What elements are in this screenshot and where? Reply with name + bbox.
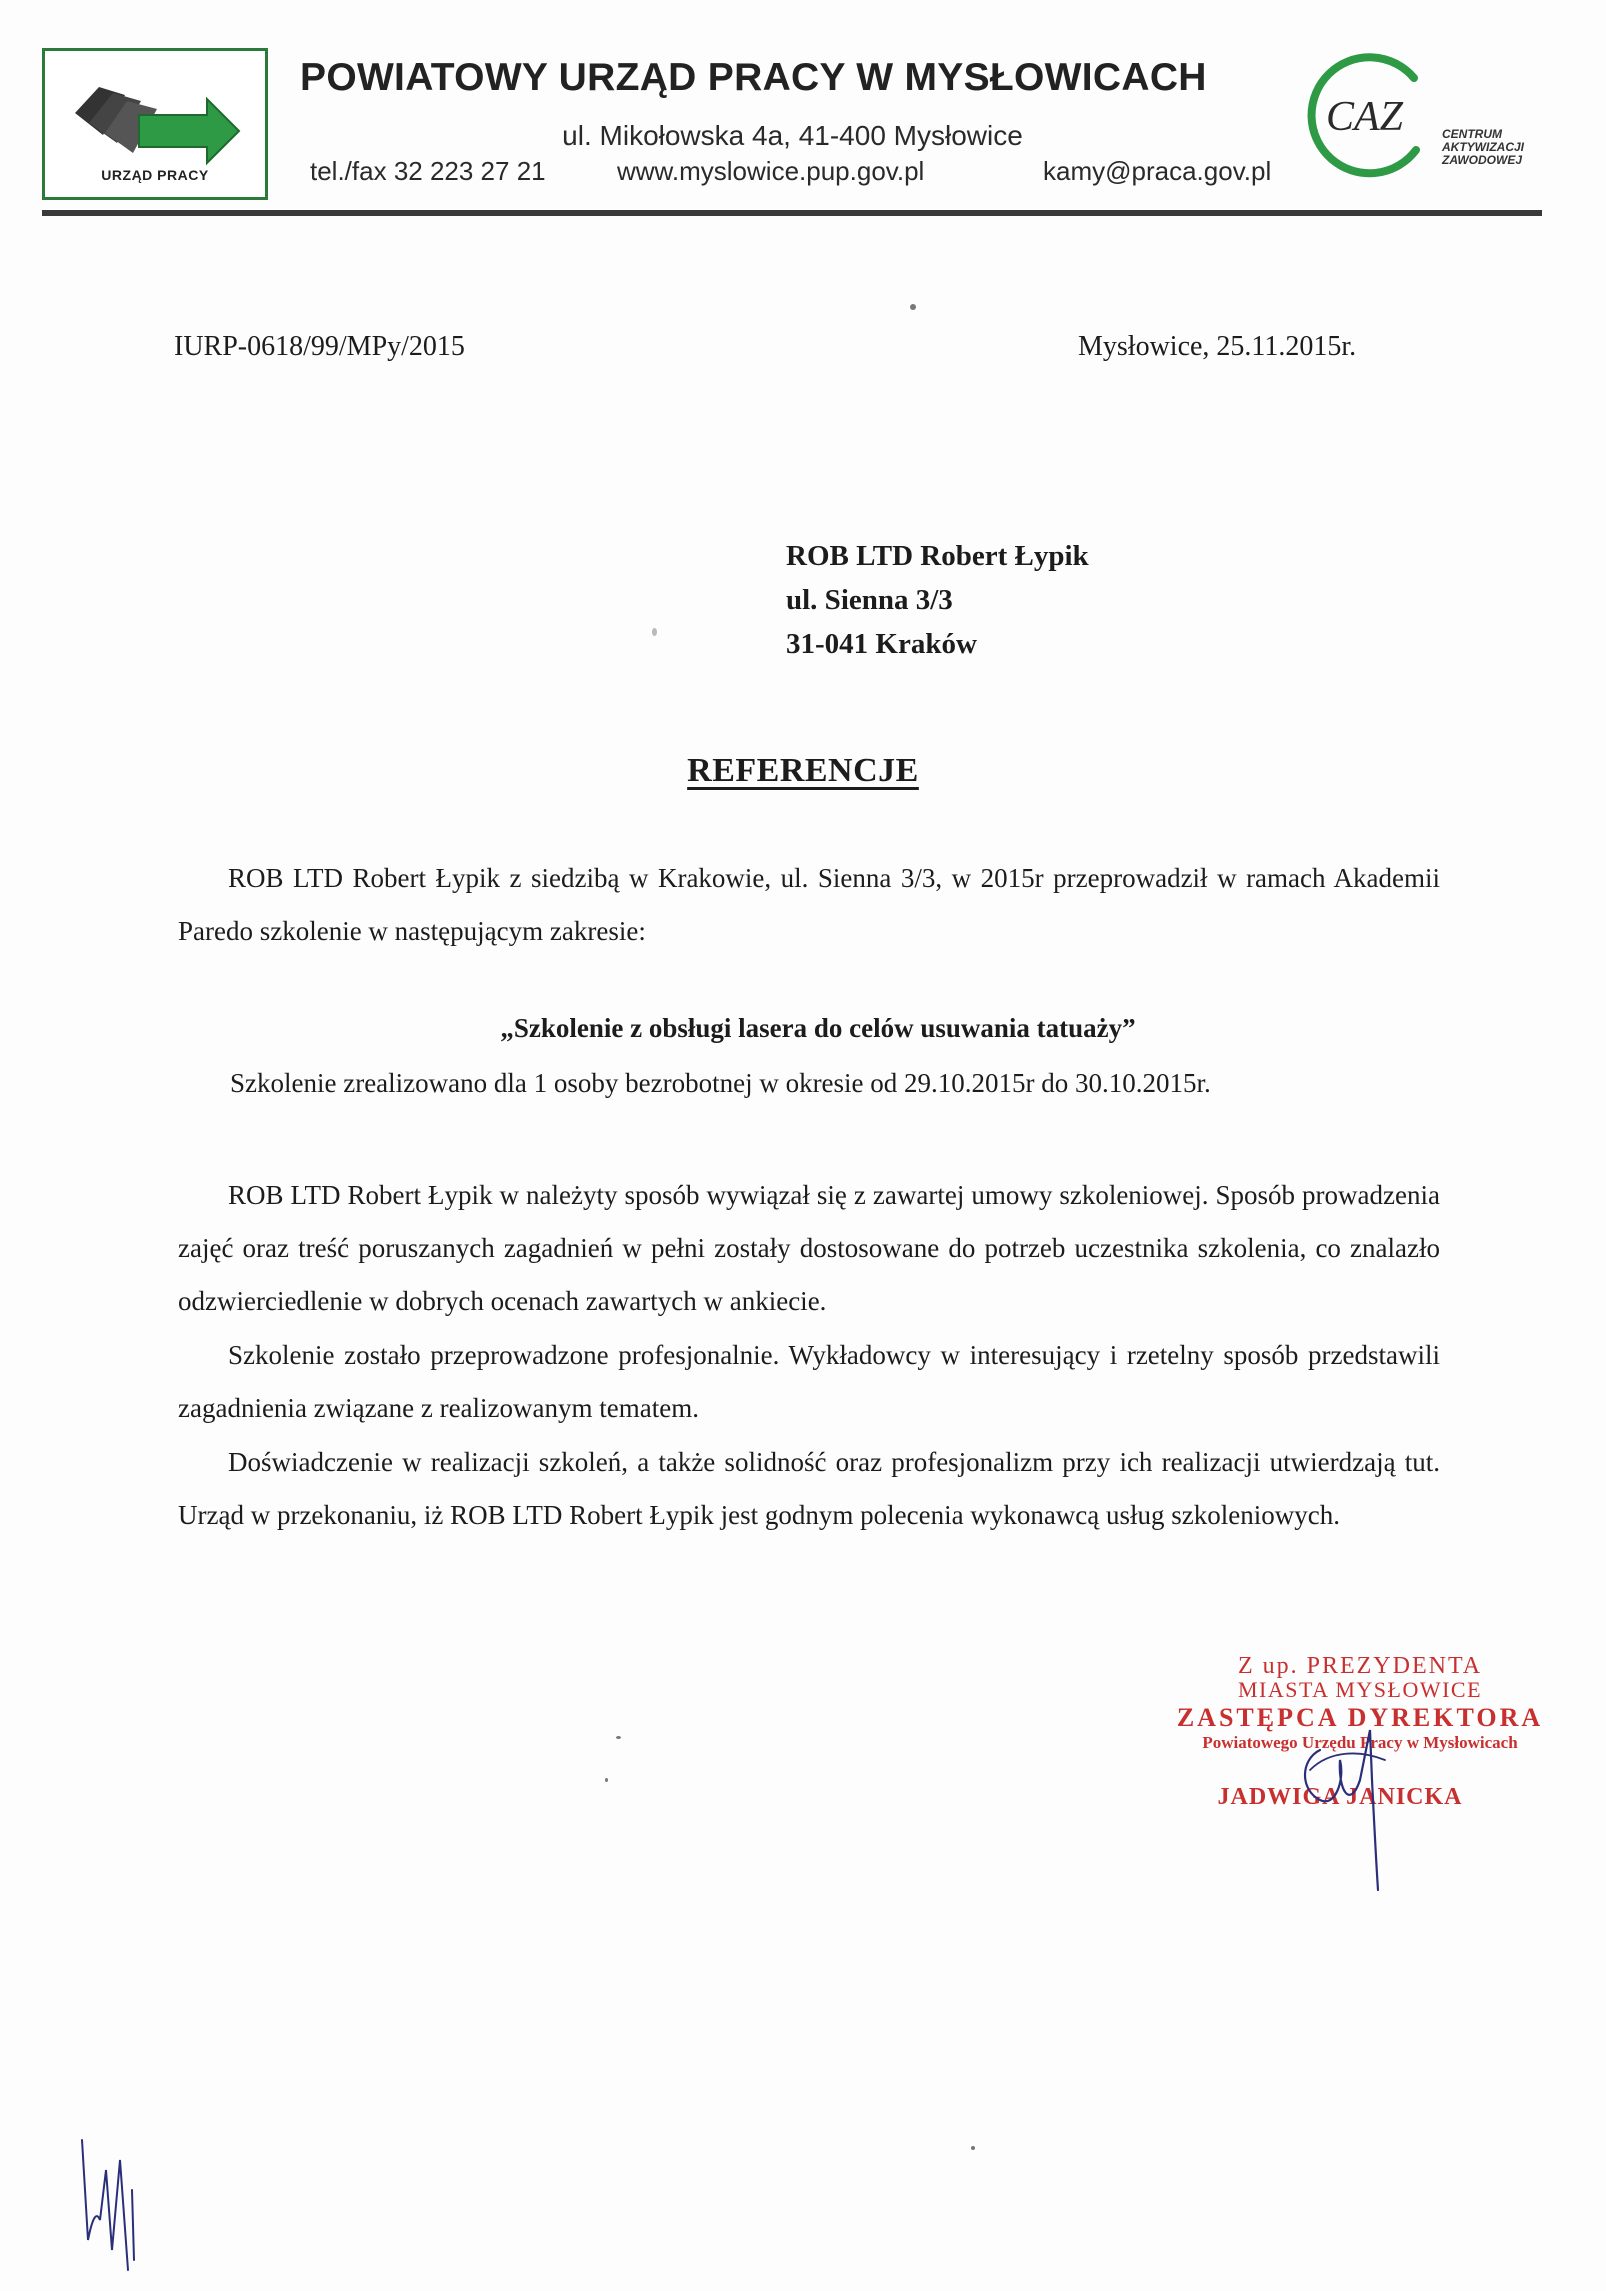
- office-website: www.myslowice.pup.gov.pl: [617, 156, 925, 186]
- caz-caption: [1442, 128, 1524, 167]
- caz-logo-text: CAZ: [1326, 94, 1404, 140]
- stamp-line: Powiatowego Urzędu Pracy w Mysłowicach: [1202, 1733, 1518, 1752]
- paragraph-recommendation: Doświadczenie w realizacji szkoleń, a także solidność oraz profesjonalizm przy ich realizacji utwierdzają tut. Urząd w przekonaniu, iż ROB LTD Robert Łypik jest godnym polecenia wykonawcą usług szkoleniowych.: [178, 1447, 1440, 1530]
- caz-caption-line: ZAWODOWEJ: [1442, 153, 1522, 167]
- stamp-signatory: JADWIGA JANICKA: [1217, 1784, 1463, 1810]
- stamp-line: MIASTA MYSŁOWICE: [1237, 1677, 1483, 1702]
- scan-speck: [652, 628, 657, 636]
- letter-date: Mysłowice, 25.11.2015r.: [1078, 331, 1357, 362]
- scan-speck: [971, 2146, 975, 2150]
- paragraph-evaluation: ROB LTD Robert Łypik w należyty sposób wywiązał się z zawartej umowy szkoleniowej. Sposób prowadzenia zajęć oraz treść poruszanych zagadnień w pełni zostały dostosowane do potrzeb uczestnika szkolenia, co znalazło odzwierciedlenie w dobrych ocenach zawartych w ankiecie.: [178, 1180, 1440, 1316]
- office-phone: tel./fax 32 223 27 21: [310, 156, 546, 186]
- recipient-address: [786, 534, 1089, 666]
- recipient-street: ul. Sienna 3/3: [786, 584, 953, 616]
- caz-caption-line: CENTRUM: [1442, 127, 1502, 141]
- office-logo: [42, 48, 268, 200]
- office-address: ul. Mikołowska 4a, 41-400 Mysłowice: [562, 120, 1023, 151]
- course-title: „Szkolenie z obsługi lasera do celów usuwania tatuaży”: [500, 1013, 1136, 1043]
- recipient-name: ROB LTD Robert Łypik: [786, 540, 1089, 572]
- office-email: kamy@praca.gov.pl: [1043, 156, 1272, 186]
- logo-caption: URZĄD PRACY: [101, 167, 209, 183]
- reference-number: IURP-0618/99/MPy/2015: [174, 331, 465, 362]
- scan-speck: [605, 1778, 608, 1782]
- paragraph-professionalism: Szkolenie zostało przeprowadzone profesjonalnie. Wykładowcy w interesujący i rzetelny sposób przedstawili zagadnienia związane z realizowanym tematem.: [178, 1340, 1440, 1423]
- stamp-line: ZASTĘPCA DYREKTORA: [1176, 1703, 1544, 1732]
- handwritten-initials: [72, 2130, 152, 2280]
- header-divider: [42, 210, 1542, 216]
- caz-caption-line: AKTYWIZACJI: [1442, 140, 1524, 154]
- course-details: Szkolenie zrealizowano dla 1 osoby bezrobotnej w okresie od 29.10.2015r do 30.10.2015r.: [230, 1068, 1211, 1098]
- stamp-line: Z up. PREZYDENTA: [1237, 1653, 1483, 1679]
- scan-speck: [910, 304, 916, 310]
- recipient-city: 31-041 Kraków: [786, 628, 977, 660]
- paragraph-intro: ROB LTD Robert Łypik z siedzibą w Krakowie, ul. Sienna 3/3, w 2015r przeprowadził w ramach Akademii Paredo szkolenie w następującym zakresie:: [178, 863, 1440, 946]
- document-title: REFERENCJE: [687, 752, 919, 789]
- handwritten-signature: [1290, 1720, 1410, 1900]
- caz-logo: [1296, 50, 1446, 180]
- scan-speck: [616, 1736, 621, 1739]
- office-name: POWIATOWY URZĄD PRACY W MYSŁOWICACH: [300, 56, 1207, 99]
